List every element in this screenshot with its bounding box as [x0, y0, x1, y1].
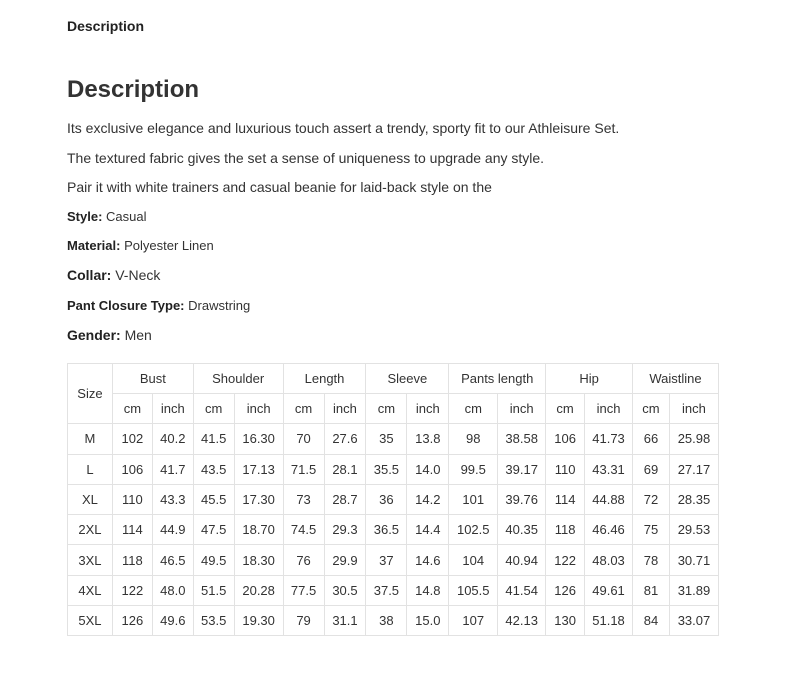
- measurement-cell: 28.1: [324, 454, 366, 484]
- measurement-cell: 17.13: [234, 454, 283, 484]
- measurement-cell: 14.2: [407, 484, 449, 514]
- unit-header-cm: cm: [366, 394, 407, 424]
- measurement-cell: 42.13: [498, 606, 546, 636]
- measurement-cell: 28.7: [324, 484, 366, 514]
- measurement-cell: 44.88: [585, 484, 633, 514]
- measurement-cell: 49.61: [585, 575, 633, 605]
- unit-header-inch: inch: [324, 394, 366, 424]
- measurement-cell: 130: [546, 606, 585, 636]
- measurement-cell: 14.0: [407, 454, 449, 484]
- group-header: Length: [283, 364, 366, 394]
- measurement-cell: 41.54: [498, 575, 546, 605]
- measurement-cell: 40.35: [498, 515, 546, 545]
- unit-header-inch: inch: [407, 394, 449, 424]
- spec-value: Polyester Linen: [124, 238, 214, 253]
- description-paragraph: Pair it with white trainers and casual beanie for laid-back style on the: [67, 179, 492, 195]
- measurement-cell: 73: [283, 484, 324, 514]
- measurement-cell: 44.9: [152, 515, 193, 545]
- measurement-cell: 20.28: [234, 575, 283, 605]
- measurement-cell: 70: [283, 424, 324, 454]
- measurement-cell: 18.30: [234, 545, 283, 575]
- spec-style: [67, 209, 147, 224]
- measurement-cell: 31.1: [324, 606, 366, 636]
- measurement-cell: 33.07: [669, 606, 718, 636]
- description-paragraph: Its exclusive elegance and luxurious touch assert a trendy, sporty fit to our Athleisure Set.: [67, 120, 620, 136]
- unit-header-cm: cm: [112, 394, 152, 424]
- unit-header-inch: inch: [498, 394, 546, 424]
- measurement-cell: 78: [633, 545, 670, 575]
- measurement-cell: 102.5: [449, 515, 498, 545]
- measurement-cell: 37.5: [366, 575, 407, 605]
- spec-label: Style:: [67, 209, 103, 224]
- table-row: [68, 575, 719, 605]
- table-row: [68, 484, 719, 514]
- measurement-cell: 46.5: [152, 545, 193, 575]
- measurement-cell: 18.70: [234, 515, 283, 545]
- group-header: Hip: [546, 364, 633, 394]
- spec-pant-closure: [67, 298, 250, 313]
- unit-header-cm: cm: [449, 394, 498, 424]
- measurement-cell: 45.5: [193, 484, 234, 514]
- measurement-cell: 126: [112, 606, 152, 636]
- table-row: [68, 515, 719, 545]
- unit-header-cm: cm: [193, 394, 234, 424]
- measurement-cell: 71.5: [283, 454, 324, 484]
- measurement-cell: 41.5: [193, 424, 234, 454]
- unit-header-cm: cm: [283, 394, 324, 424]
- size-cell: 4XL: [68, 575, 113, 605]
- unit-header-inch: inch: [585, 394, 633, 424]
- measurement-cell: 25.98: [669, 424, 718, 454]
- measurement-cell: 107: [449, 606, 498, 636]
- table-row: [68, 545, 719, 575]
- table-row: [68, 424, 719, 454]
- measurement-cell: 16.30: [234, 424, 283, 454]
- measurement-cell: 105.5: [449, 575, 498, 605]
- measurement-cell: 36: [366, 484, 407, 514]
- group-header: Sleeve: [366, 364, 449, 394]
- description-tab[interactable]: Description: [67, 18, 145, 34]
- measurement-cell: 110: [546, 454, 585, 484]
- measurement-cell: 75: [633, 515, 670, 545]
- measurement-cell: 106: [112, 454, 152, 484]
- measurement-cell: 72: [633, 484, 670, 514]
- measurement-cell: 98: [449, 424, 498, 454]
- spec-value: Men: [124, 327, 152, 343]
- measurement-cell: 51.18: [585, 606, 633, 636]
- measurement-cell: 102: [112, 424, 152, 454]
- measurement-cell: 69: [633, 454, 670, 484]
- spec-label: Material:: [67, 238, 121, 253]
- measurement-cell: 53.5: [193, 606, 234, 636]
- measurement-cell: 48.0: [152, 575, 193, 605]
- measurement-cell: 14.8: [407, 575, 449, 605]
- size-cell: 3XL: [68, 545, 113, 575]
- measurement-cell: 43.5: [193, 454, 234, 484]
- measurement-cell: 77.5: [283, 575, 324, 605]
- measurement-cell: 81: [633, 575, 670, 605]
- unit-header-cm: cm: [633, 394, 670, 424]
- measurement-cell: 17.30: [234, 484, 283, 514]
- measurement-cell: 48.03: [585, 545, 633, 575]
- measurement-cell: 49.5: [193, 545, 234, 575]
- measurement-cell: 43.3: [152, 484, 193, 514]
- spec-gender: [67, 327, 152, 343]
- measurement-cell: 126: [546, 575, 585, 605]
- measurement-cell: 47.5: [193, 515, 234, 545]
- table-row: [68, 454, 719, 484]
- size-cell: 5XL: [68, 606, 113, 636]
- spec-label: Collar:: [67, 267, 112, 283]
- measurement-cell: 14.6: [407, 545, 449, 575]
- measurement-cell: 37: [366, 545, 407, 575]
- unit-header-inch: inch: [669, 394, 718, 424]
- size-chart-body: [68, 424, 719, 636]
- measurement-cell: 122: [112, 575, 152, 605]
- measurement-cell: 39.76: [498, 484, 546, 514]
- measurement-cell: 40.94: [498, 545, 546, 575]
- unit-header-inch: inch: [234, 394, 283, 424]
- group-header: Pants length: [449, 364, 546, 394]
- measurement-cell: 38.58: [498, 424, 546, 454]
- description-paragraph: The textured fabric gives the set a sense of uniqueness to upgrade any style.: [67, 150, 545, 166]
- measurement-cell: 15.0: [407, 606, 449, 636]
- measurement-cell: 74.5: [283, 515, 324, 545]
- measurement-cell: 46.46: [585, 515, 633, 545]
- measurement-cell: 13.8: [407, 424, 449, 454]
- measurement-cell: 29.9: [324, 545, 366, 575]
- measurement-cell: 101: [449, 484, 498, 514]
- measurement-cell: 27.17: [669, 454, 718, 484]
- measurement-cell: 36.5: [366, 515, 407, 545]
- group-header: Shoulder: [193, 364, 283, 394]
- measurement-cell: 49.6: [152, 606, 193, 636]
- measurement-cell: 84: [633, 606, 670, 636]
- measurement-cell: 29.53: [669, 515, 718, 545]
- page-title: Description: [67, 76, 200, 103]
- measurement-cell: 30.5: [324, 575, 366, 605]
- size-cell: 2XL: [68, 515, 113, 545]
- measurement-cell: 118: [112, 545, 152, 575]
- measurement-cell: 28.35: [669, 484, 718, 514]
- spec-label: Pant Closure Type:: [67, 298, 185, 313]
- measurement-cell: 19.30: [234, 606, 283, 636]
- group-header: Waistline: [633, 364, 719, 394]
- size-cell: XL: [68, 484, 113, 514]
- measurement-cell: 99.5: [449, 454, 498, 484]
- measurement-cell: 51.5: [193, 575, 234, 605]
- measurement-cell: 27.6: [324, 424, 366, 454]
- size-cell: M: [68, 424, 113, 454]
- measurement-cell: 66: [633, 424, 670, 454]
- measurement-cell: 43.31: [585, 454, 633, 484]
- spec-value: Casual: [106, 209, 147, 224]
- measurement-cell: 114: [112, 515, 152, 545]
- measurement-cell: 30.71: [669, 545, 718, 575]
- measurement-cell: 40.2: [152, 424, 193, 454]
- measurement-cell: 35: [366, 424, 407, 454]
- measurement-cell: 114: [546, 484, 585, 514]
- measurement-cell: 38: [366, 606, 407, 636]
- measurement-cell: 35.5: [366, 454, 407, 484]
- measurement-cell: 41.73: [585, 424, 633, 454]
- measurement-cell: 106: [546, 424, 585, 454]
- size-cell: L: [68, 454, 113, 484]
- measurement-cell: 39.17: [498, 454, 546, 484]
- spec-value: V-Neck: [115, 267, 161, 283]
- measurement-cell: 31.89: [669, 575, 718, 605]
- table-row: [68, 606, 719, 636]
- measurement-cell: 41.7: [152, 454, 193, 484]
- size-column-header: Size: [68, 364, 113, 424]
- unit-header-cm: cm: [546, 394, 585, 424]
- measurement-cell: 104: [449, 545, 498, 575]
- spec-collar: [67, 267, 160, 283]
- measurement-cell: 122: [546, 545, 585, 575]
- unit-header-inch: inch: [152, 394, 193, 424]
- measurement-cell: 79: [283, 606, 324, 636]
- measurement-cell: 110: [112, 484, 152, 514]
- group-header: Bust: [112, 364, 193, 394]
- spec-label: Gender:: [67, 327, 121, 343]
- measurement-cell: 14.4: [407, 515, 449, 545]
- spec-material: [67, 238, 214, 253]
- measurement-cell: 76: [283, 545, 324, 575]
- size-chart-table: [67, 363, 719, 636]
- measurement-cell: 118: [546, 515, 585, 545]
- size-chart-header-units: [68, 394, 719, 424]
- measurement-cell: 29.3: [324, 515, 366, 545]
- size-chart-header-groups: [68, 364, 719, 394]
- spec-value: Drawstring: [188, 298, 251, 313]
